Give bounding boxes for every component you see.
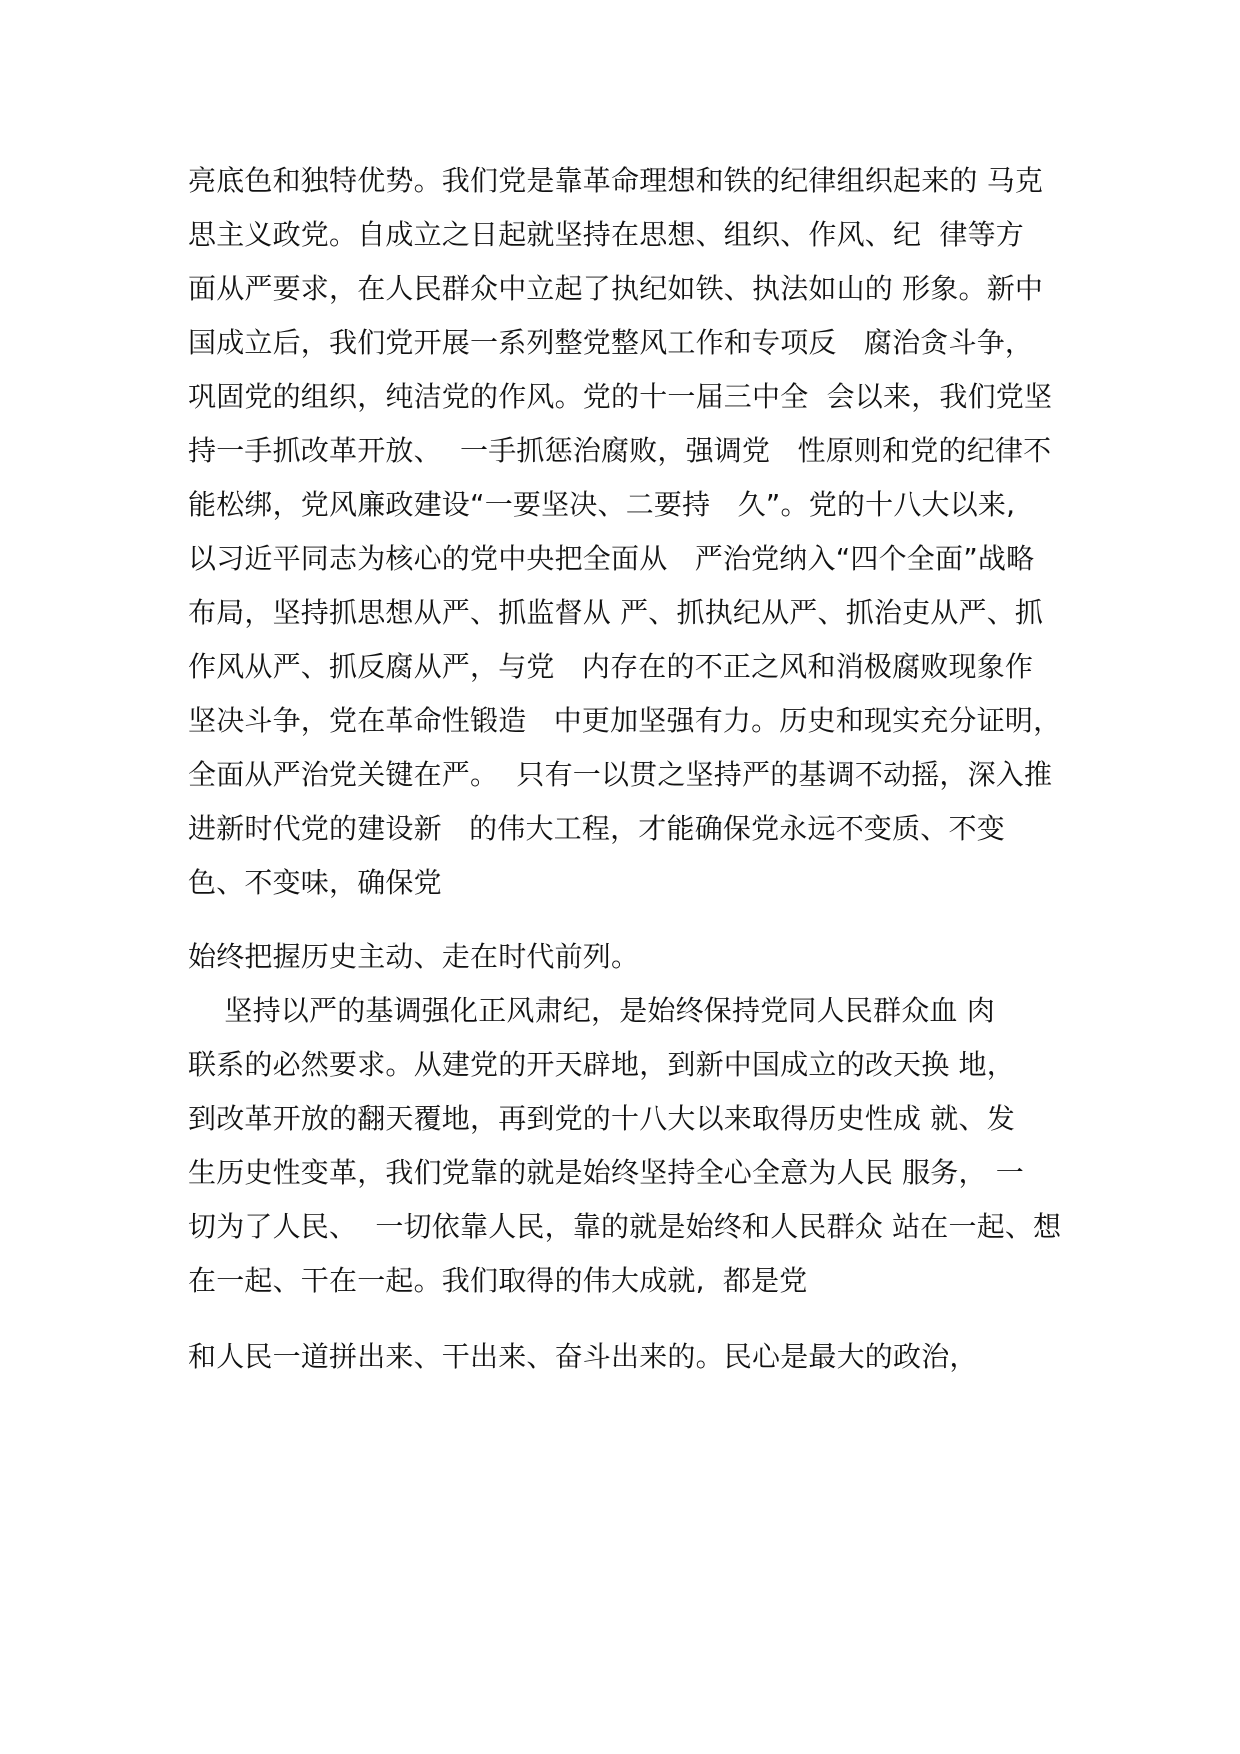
text-line: 始终把握历史主动、走在时代前列。 <box>188 940 640 973</box>
text-line: 全面从严治党关键在严。 只有一以贯之坚持严的基调不动摇，深入推 <box>188 758 1053 791</box>
paragraph <box>188 984 1068 1308</box>
text-line: 以习近平同志为核心的党中央把全面从 严治党纳入“四个全面”战略 <box>188 542 1035 575</box>
text-line: 色、不变味，确保党 <box>188 866 442 899</box>
text-line: 坚持以严的基调强化正风肃纪，是始终保持党同人民群众血 肉 <box>188 994 995 1027</box>
text-line: 生历史性变革，我们党靠的就是始终坚持全心全意为人民 服务， 一 <box>188 1156 1025 1189</box>
text-line: 到改革开放的翻天覆地，再到党的十八大以来取得历史性成 就、发 <box>188 1102 1015 1135</box>
text-line: 国成立后，我们党开展一系列整党整风工作和专项反 腐治贪斗争， <box>188 326 1034 359</box>
text-line: 进新时代党的建设新 的伟大工程，才能确保党永远不变质、不变 <box>188 812 1005 845</box>
text-line: 作风从严、抓反腐从严，与党 内存在的不正之风和消极腐败现象作 <box>188 650 1034 683</box>
text-line: 亮底色和独特优势。我们党是靠革命理想和铁的纪律组织起来的 马克 <box>188 164 1044 197</box>
text-line: 能松绑，党风廉政建设“一要坚决、二要持 久”。党的十八大以来, <box>188 488 1016 521</box>
text-line: 思主义政党。自成立之日起就坚持在思想、组织、作风、纪 律等方 <box>188 218 1025 251</box>
paragraph-fragment <box>188 1330 1068 1384</box>
text-line: 在一起、干在一起。我们取得的伟大成就, 都是党 <box>188 1264 808 1297</box>
text-line: 坚决斗争，党在革命性锻造 中更加坚强有力。历史和现实充分证明， <box>188 704 1062 737</box>
text-line: 切为了人民、 一切依靠人民，靠的就是始终和人民群众 站在一起、想 <box>188 1210 1062 1243</box>
text-line: 巩固党的组织，纯洁党的作风。党的十一届三中全 会以来，我们党坚 <box>188 380 1053 413</box>
paragraph-fragment <box>188 930 1068 984</box>
text-line: 面从严要求，在人民群众中立起了执纪如铁、执法如山的 形象。新中 <box>188 272 1044 305</box>
text-line: 和人民一道拼出来、干出来、奋斗出来的。民心是最大的政治， <box>188 1340 978 1373</box>
paragraph-continued <box>188 154 1068 910</box>
text-line: 持一手抓改革开放、 一手抓惩治腐败，强调党 性原则和党的纪律不 <box>188 434 1052 467</box>
text-line: 布局，坚持抓思想从严、抓监督从 严、抓执纪从严、抓治吏从严、抓 <box>188 596 1044 629</box>
text-line: 联系的必然要求。从建党的开天辟地，到新中国成立的改天换 地， <box>188 1048 1015 1081</box>
